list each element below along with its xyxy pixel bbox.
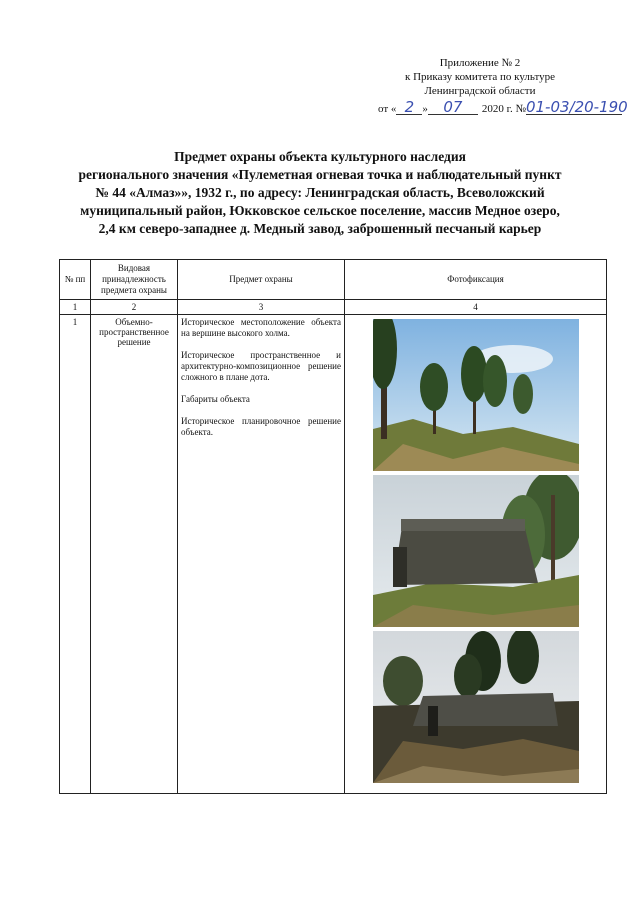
colnum: 1 xyxy=(60,300,91,315)
order-date-line xyxy=(378,98,628,116)
row-num: 1 xyxy=(60,315,91,794)
colnum: 4 xyxy=(345,300,607,315)
photo-bunker-front xyxy=(373,475,579,627)
colnum: 2 xyxy=(91,300,178,315)
row-type: Объемно-пространственное решение xyxy=(91,315,178,794)
date-day: 2 xyxy=(396,101,422,115)
column-number-row xyxy=(60,300,607,315)
appendix-region: Ленинградской области xyxy=(424,85,536,97)
row-items xyxy=(178,315,345,794)
title-line: муниципальный район, Юкковское сельское поселение, массив Медное озеро, xyxy=(80,203,560,218)
appendix-title: Приложение № 2 xyxy=(439,57,521,69)
header-photo: Фотофиксация xyxy=(345,260,607,300)
order-number: 01-03/20-190 xyxy=(525,98,628,116)
item-composition: Историческое пространственное и архитектурно-композиционное решение сложного в плане дота. xyxy=(181,350,341,382)
title-line: 2,4 км северо-западнее д. Медный завод, заброшенный песчаный карьер xyxy=(98,221,542,236)
date-month: 07 xyxy=(428,101,478,115)
document-title xyxy=(40,148,600,238)
row-photos xyxy=(345,315,607,794)
title-line: Предмет охраны объекта культурного наследия xyxy=(174,149,466,164)
appendix-block xyxy=(380,56,580,98)
header-type: Видовая принадлежность предмета охраны xyxy=(91,260,178,300)
item-location: Историческое местоположение объекта на вершине высокого холма. xyxy=(181,317,341,338)
date-year: 2020 г. № xyxy=(481,103,526,115)
date-prefix: от « xyxy=(378,103,397,115)
date-mid: » xyxy=(422,103,428,115)
table-row xyxy=(60,315,607,794)
appendix-order: к Приказу комитета по культуре xyxy=(404,71,555,83)
photo-hill-forest xyxy=(373,319,579,471)
title-line: № 44 «Алмаз»», 1932 г., по адресу: Ленинградская область, Всеволожский xyxy=(95,185,545,200)
photo-bunker-ruins xyxy=(373,631,579,783)
title-line: регионального значения «Пулеметная огневая точка и наблюдательный пункт xyxy=(78,167,562,182)
table-header-row xyxy=(60,260,607,300)
protection-table xyxy=(59,259,607,794)
header-subject: Предмет охраны xyxy=(178,260,345,300)
colnum: 3 xyxy=(178,300,345,315)
header-num: № пп xyxy=(60,260,91,300)
item-dimensions: Габариты объекта xyxy=(181,394,250,404)
item-planning: Историческое планировочное решение объекта. xyxy=(181,416,341,437)
